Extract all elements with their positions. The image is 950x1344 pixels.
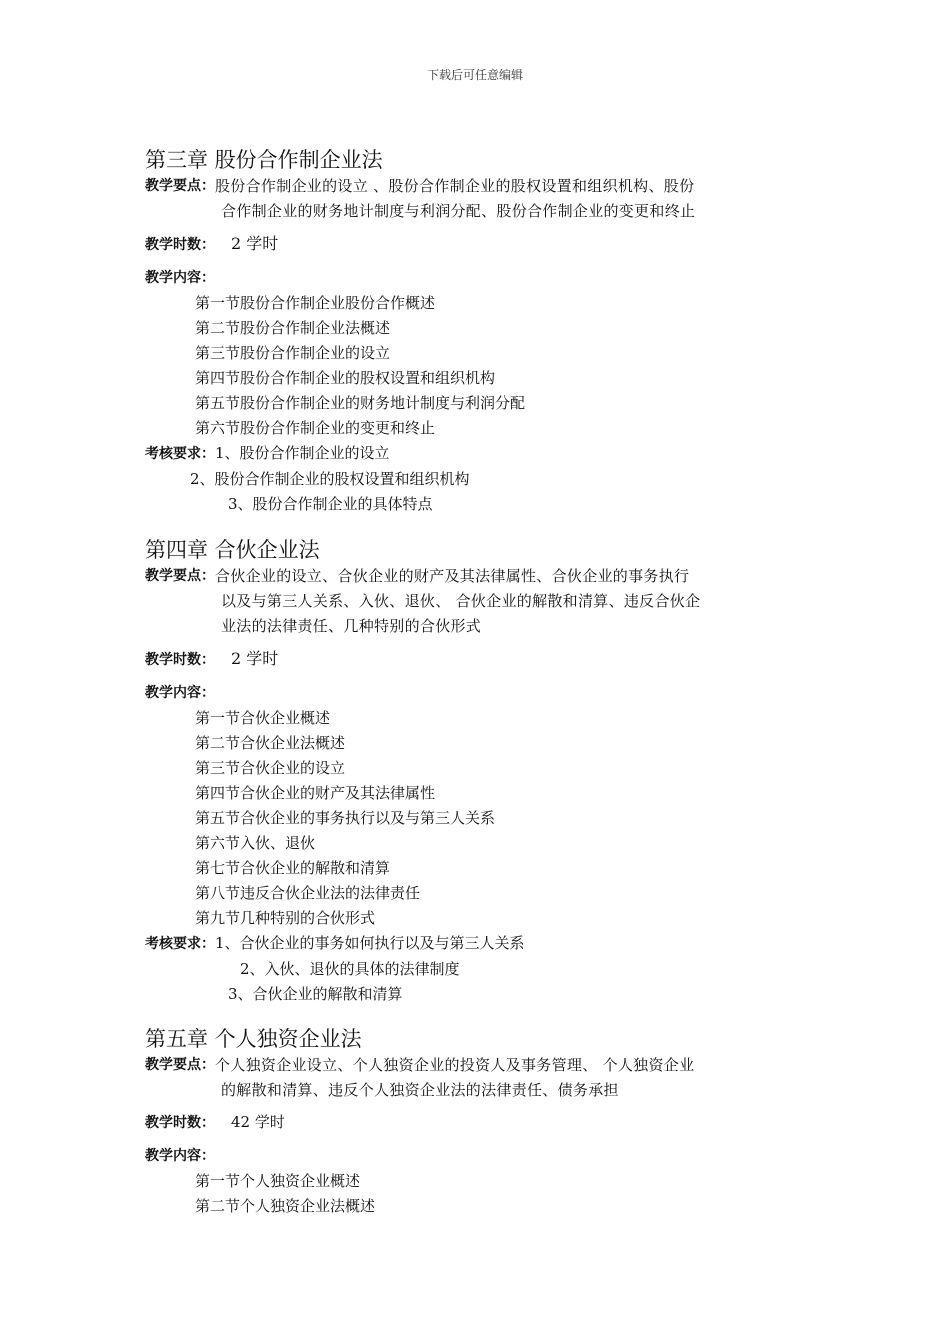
chapter-4	[145, 536, 825, 1007]
assess-item: 3、合伙企业的解散和清算	[228, 985, 403, 1003]
content-label: 教学内容：	[145, 1148, 215, 1164]
keypoints-line: 合作制企业的财务地计制度与利润分配、股份合作制企业的变更和终止	[221, 202, 696, 220]
section-item: 第五节股份合作制企业的财务地计制度与利润分配	[195, 394, 526, 412]
keypoints-label: 教学要点：	[145, 568, 215, 584]
section-item: 第三节股份合作制企业的设立	[195, 344, 391, 362]
teaching-keypoints	[145, 1053, 825, 1103]
section-item: 第二节合伙企业法概述	[195, 734, 346, 752]
teaching-hours	[145, 1110, 825, 1136]
keypoints-line: 股份合作制企业的设立 、股份合作制企业的股权设置和组织机构、股份	[215, 177, 695, 195]
assess-item: 1、股份合作制企业的设立	[215, 444, 390, 462]
chapter-title: 第五章 个人独资企业法	[145, 1027, 362, 1051]
section-list	[145, 291, 825, 441]
section-list	[145, 1169, 825, 1219]
assess-item: 3、股份合作制企业的具体特点	[228, 495, 433, 513]
teaching-content	[145, 265, 825, 291]
chapter-title: 第三章 股份合作制企业法	[145, 148, 383, 172]
section-item: 第四节股份合作制企业的股权设置和组织机构	[195, 369, 496, 387]
keypoints-line: 以及与第三人关系、入伙、退伙、 合伙企业的解散和清算、违反合伙企	[221, 592, 701, 610]
section-list	[145, 706, 825, 931]
assess-label: 考核要求：	[145, 446, 215, 462]
teaching-content	[145, 1143, 825, 1169]
section-item: 第二节个人独资企业法概述	[195, 1197, 376, 1215]
section-item: 第三节合伙企业的设立	[195, 759, 346, 777]
content-label: 教学内容：	[145, 270, 215, 286]
section-item: 第二节股份合作制企业法概述	[195, 319, 391, 337]
assess-item: 2、股份合作制企业的股权设置和组织机构	[190, 470, 470, 488]
keypoints-line: 个人独资企业设立、个人独资企业的投资人及事务管理、 个人独资企业	[215, 1056, 695, 1074]
section-item: 第一节股份合作制企业股份合作概述	[195, 294, 436, 312]
keypoints-line: 业法的法律责任、几种特别的合伙形式	[221, 617, 482, 635]
teaching-hours	[145, 231, 825, 258]
assessment-requirements	[145, 931, 825, 957]
section-item: 第九节几种特别的合伙形式	[195, 909, 376, 927]
section-item: 第七节合伙企业的解散和清算	[195, 859, 391, 877]
assess-label: 考核要求：	[145, 936, 215, 952]
section-item: 第一节个人独资企业概述	[195, 1172, 361, 1190]
teaching-hours	[145, 646, 825, 673]
section-item: 第一节合伙企业概述	[195, 709, 331, 727]
page-header: 下载后可任意编辑	[426, 68, 523, 82]
assessment-requirements	[145, 441, 825, 467]
keypoints-label: 教学要点：	[145, 1057, 215, 1073]
keypoints-line: 的解散和清算、违反个人独资企业法的法律责任、债务承担	[221, 1081, 619, 1099]
hours-label: 教学时数：	[145, 652, 215, 668]
section-item: 第六节股份合作制企业的变更和终止	[195, 419, 436, 437]
content-label: 教学内容：	[145, 685, 215, 701]
assess-item: 2、入伙、退伙的具体的法律制度	[240, 960, 460, 978]
keypoints-text	[215, 174, 825, 224]
hours-value: 2 学时	[231, 649, 279, 668]
section-item: 第八节违反合伙企业法的法律责任	[195, 884, 421, 902]
chapter-title: 第四章 合伙企业法	[145, 538, 320, 562]
assess-item: 1、合伙企业的事务如何执行以及与第三人关系	[215, 934, 525, 952]
keypoints-line: 合伙企业的设立、合伙企业的财产及其法律属性、合伙企业的事务执行	[215, 567, 690, 585]
keypoints-label: 教学要点：	[145, 178, 215, 194]
keypoints-text	[215, 564, 825, 639]
keypoints-text	[215, 1053, 825, 1103]
hours-label: 教学时数：	[145, 237, 215, 253]
hours-value: 42 学时	[231, 1113, 285, 1131]
chapter-3	[145, 146, 825, 517]
hours-value: 2 学时	[231, 234, 279, 253]
section-item: 第四节合伙企业的财产及其法律属性	[195, 784, 436, 802]
section-item: 第五节合伙企业的事务执行以及与第三人关系	[195, 809, 496, 827]
chapter-5	[145, 1025, 825, 1219]
hours-label: 教学时数：	[145, 1115, 215, 1131]
teaching-keypoints	[145, 564, 825, 639]
section-item: 第六节入伙、退伙	[195, 834, 316, 852]
teaching-keypoints	[145, 174, 825, 224]
teaching-content	[145, 680, 825, 706]
